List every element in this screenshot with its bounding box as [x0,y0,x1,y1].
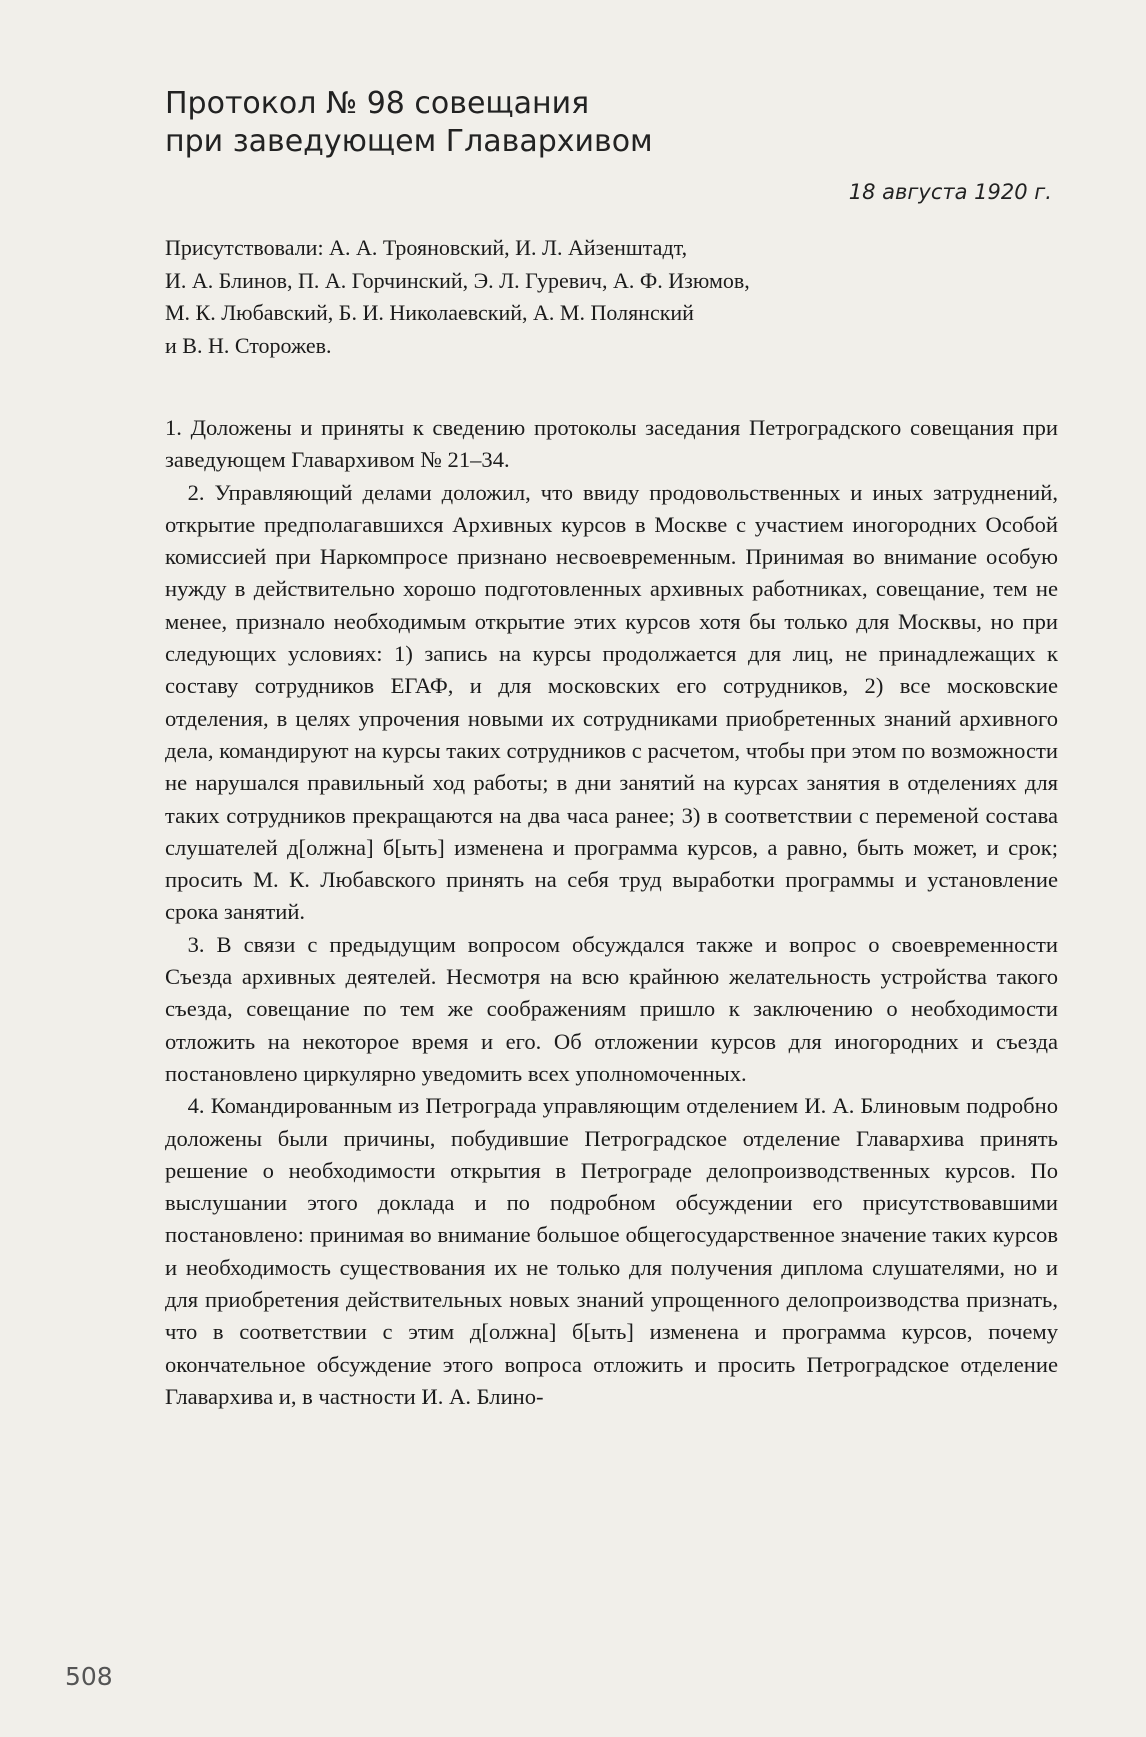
paragraph-3: 3. В связи с предыдущим вопросом обсуждался также и вопрос о своевременности Съезда архивных деятелей. Несмотря на всю крайнюю желательность устройства такого съезда, совещание по тем же соображениям пришло к заключению о необходимости отложить на некоторое время и его. Об отложении курсов для иногородних и съезда постановлено циркулярно уведомить всех уполномоченных. [165,931,1058,1086]
title-line-1: Протокол № 98 совещания [165,86,590,121]
protocol-title [165,85,653,161]
title-line-2: при заведующем Главархивом [165,124,653,159]
paragraph-2: 2. Управляющий делами доложил, что ввиду продовольственных и иных затруднений, открытие предполагавшихся Архивных курсов в Москве с участием иногородних Особой комиссией при Наркомпросе признано несвоевременным. Принимая во внимание особую нужду в действительно хорошо подготовленных архивных работниках, совещание, тем не менее, признало необходимым открытие этих курсов хотя бы только для Москвы, но при следующих условиях: 1) запись на курсы продолжается для лиц, не принадлежащих к составу сотрудников ЕГАФ, и для московских его сотрудников, 2) все московские отделения, в целях упрочения новыми их сотрудниками приобретенных знаний архивного дела, командируют на курсы таких сотрудников с расчетом, чтобы при этом по возможности не нарушался правильный ход работы; в дни занятий на курсах занятия в отделениях для таких сотрудников прекращаются на два часа ранее; 3) в соответствии с переменой состава слушателей д[олжна] б[ыть] изменена и программа курсов, а равно, быть может, и срок; просить М. К. Любавского принять на себя труд выработки программы и установление срока занятий. [165,479,1058,925]
page-number: 508 [65,1662,113,1691]
paragraph-1: 1. Доложены и приняты к сведению протоколы заседания Петроградского совещания при заведующем Главархивом № 21–34. [165,415,1058,473]
attendees-line: М. К. Любавский, Б. И. Николаевский, А. М. Полянский [165,300,694,325]
protocol-date: 18 августа 1920 г. [848,180,1052,204]
paragraph-4: 4. Командированным из Петрограда управляющим отделением И. А. Блиновым подробно доложены были причины, побудившие Петроградское отделение Главархива принять решение о необходимости открытия в Петрограде делопроизводственных курсов. По выслушании этого доклада и по подробном обсуждении его присутствовавшими постановлено: принимая во внимание большое общегосударственное значение таких курсов и необходимость существования их не только для получения диплома слушателями, но и для приобретения действительных новых знаний упрощенного делопроизводства признать, что в соответствии с этим д[олжна] б[ыть] изменена и программа курсов, почему окончательное обсуждение этого вопроса отложить и просить Петроградское отделение Главархива и, в частности И. А. Блино- [165,1093,1058,1409]
attendees-line: Присутствовали: А. А. Трояновский, И. Л. Айзенштадт, [165,235,688,260]
attendees-line: И. А. Блинов, П. А. Горчинский, Э. Л. Гуревич, А. Ф. Изюмов, [165,267,750,293]
attendees-line: и В. Н. Сторожев. [165,332,332,358]
attendees-list [165,232,1025,362]
protocol-body [165,412,1058,1413]
